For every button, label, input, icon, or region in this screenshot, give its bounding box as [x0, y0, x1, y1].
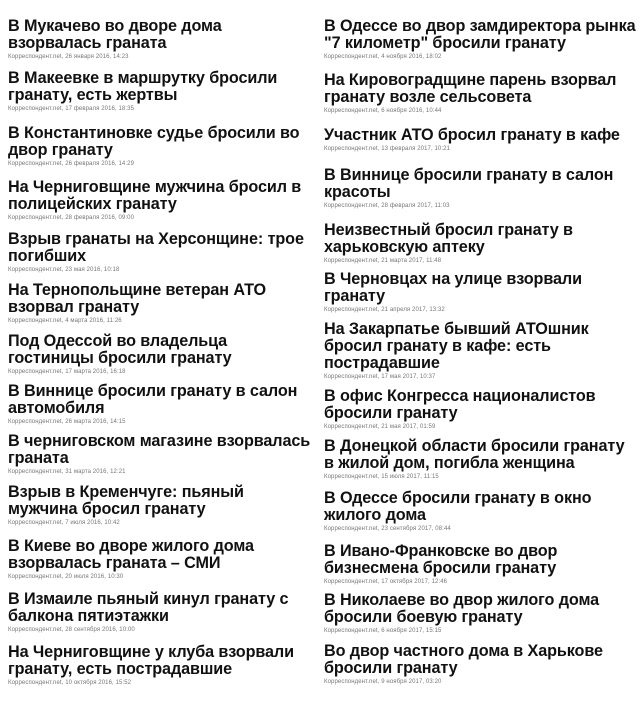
news-item[interactable] [324, 592, 636, 635]
news-item[interactable] [8, 179, 316, 222]
news-headline[interactable]: В Виннице бросили гранату в салон автомобиля [8, 382, 298, 417]
news-meta: Корреспондент.net, 6 ноября 2017, 15:15 [324, 628, 442, 634]
news-headline[interactable]: В Макеевке в маршрутку бросили гранату, есть жертвы [8, 69, 278, 104]
news-meta: Корреспондент.net, 9 ноября 2017, 03:20 [324, 679, 442, 685]
news-meta: Корреспондент.net, 20 июля 2016, 10:30 [8, 574, 124, 580]
news-item[interactable] [8, 383, 316, 426]
news-item[interactable] [324, 643, 636, 686]
news-meta: Корреспондент.net, 26 января 2016, 14:23 [8, 54, 129, 60]
news-item[interactable] [8, 591, 316, 634]
news-item[interactable] [8, 644, 316, 687]
news-item[interactable] [8, 433, 316, 476]
news-meta: Корреспондент.net, 17 октября 2017, 12:46 [324, 579, 448, 585]
news-headline[interactable]: На Тернопольщине ветеран АТО взорвал гранату [8, 281, 266, 316]
news-item[interactable] [324, 127, 636, 153]
news-meta: Корреспондент.net, 17 марта 2016, 16:18 [8, 369, 126, 375]
news-meta: Корреспондент.net, 21 марта 2017, 11:48 [324, 258, 442, 264]
news-meta: Корреспондент.net, 4 ноября 2016, 18:02 [324, 54, 442, 60]
news-headline[interactable]: Неизвестный бросил гранату в харьковскую аптеку [324, 221, 573, 256]
news-item[interactable] [324, 167, 636, 210]
news-headline[interactable]: В Донецкой области бросили гранату в жилой дом, погибла женщина [324, 437, 625, 472]
news-headline[interactable]: В Измаиле пьяный кинул гранату с балкона пятиэтажки [8, 590, 289, 625]
news-headline[interactable]: В Черновцах на улице взорвали гранату [324, 270, 582, 305]
news-headline[interactable]: В Константиновке судье бросили во двор гранату [8, 124, 300, 159]
news-headline[interactable]: Взрыв в Кременчуге: пьяный мужчина бросил гранату [8, 483, 244, 518]
news-item[interactable] [324, 222, 636, 265]
news-headline[interactable]: На Черниговщине мужчина бросил в полицейских гранату [8, 178, 302, 213]
news-meta: Корреспондент.net, 28 февраля 2016, 09:00 [8, 215, 135, 221]
news-meta: Корреспондент.net, 17 февраля 2016, 18:35 [8, 106, 135, 112]
news-item[interactable] [324, 271, 636, 314]
news-meta: Корреспондент.net, 7 июля 2016, 10:42 [8, 520, 120, 526]
news-headline[interactable]: Взрыв гранаты на Херсонщине: трое погибших [8, 230, 304, 265]
news-headline[interactable]: В офис Конгресса националистов бросили гранату [324, 387, 596, 422]
news-headline[interactable]: Во двор частного дома в Харькове бросили гранату [324, 642, 603, 677]
news-headline[interactable]: На Черниговщине у клуба взорвали гранату, есть пострадавшие [8, 643, 294, 678]
news-item[interactable] [324, 321, 636, 381]
news-headline[interactable]: В черниговском магазине взорвалась граната [8, 432, 311, 467]
news-meta: Корреспондент.net, 21 мая 2017, 01:59 [324, 424, 436, 430]
news-meta: Корреспондент.net, 21 апреля 2017, 13:32 [324, 307, 445, 313]
news-meta: Корреспондент.net, 23 мая 2016, 10:18 [8, 267, 120, 273]
news-meta: Корреспондент.net, 15 июля 2017, 11:15 [324, 474, 439, 480]
news-item[interactable] [8, 333, 316, 376]
news-item[interactable] [8, 231, 316, 274]
news-headline[interactable]: В Одессе бросили гранату в окно жилого дома [324, 489, 592, 524]
news-item[interactable] [324, 388, 636, 431]
news-headline[interactable]: Под Одессой во владельца гостиницы бросили гранату [8, 332, 232, 367]
news-headline[interactable]: Участник АТО бросил гранату в кафе [324, 126, 620, 144]
news-item[interactable] [324, 490, 636, 533]
news-item[interactable] [8, 18, 316, 61]
news-headline[interactable]: В Ивано-Франковске во двор бизнесмена бросили гранату [324, 542, 558, 577]
news-item[interactable] [8, 484, 316, 527]
news-meta: Корреспондент.net, 31 марта 2016, 12:21 [8, 469, 126, 475]
news-meta: Корреспондент.net, 23 сентября 2017, 08:44 [324, 526, 451, 532]
news-item[interactable] [8, 125, 316, 168]
news-headline[interactable]: В Виннице бросили гранату в салон красоты [324, 166, 614, 201]
news-headline[interactable]: На Кировоградщине парень взорвал гранату возле сельсовета [324, 71, 617, 106]
news-item[interactable] [8, 70, 316, 113]
news-meta: Корреспондент.net, 6 ноября 2016, 10:44 [324, 108, 442, 114]
news-meta: Корреспондент.net, 26 февраля 2016, 14:29 [8, 161, 135, 167]
news-item[interactable] [324, 543, 636, 586]
news-item[interactable] [324, 18, 636, 61]
news-meta: Корреспондент.net, 17 мая 2017, 10:37 [324, 374, 436, 380]
news-item[interactable] [324, 72, 636, 115]
news-meta: Корреспондент.net, 26 марта 2016, 14:15 [8, 419, 126, 425]
news-item[interactable] [8, 538, 316, 581]
news-headline[interactable]: В Киеве во дворе жилого дома взорвалась граната – СМИ [8, 537, 254, 572]
news-meta: Корреспондент.net, 10 октября 2016, 15:52 [8, 680, 132, 686]
news-meta: Корреспондент.net, 28 сентября 2016, 10:00 [8, 627, 135, 633]
news-headline[interactable]: В Николаеве во двор жилого дома бросили боевую гранату [324, 591, 600, 626]
news-meta: Корреспондент.net, 13 февраля 2017, 10:21 [324, 146, 451, 152]
news-headline[interactable]: На Закарпатье бывший АТОшник бросил гранату в кафе: есть пострадавшие [324, 320, 589, 372]
news-headline[interactable]: В Мукачево во дворе дома взорвалась граната [8, 17, 222, 52]
news-item[interactable] [8, 282, 316, 325]
news-item[interactable] [324, 438, 636, 481]
news-meta: Корреспондент.net, 4 марта 2016, 11:26 [8, 318, 122, 324]
news-headline[interactable]: В Одессе во двор замдиректора рынка "7 километр" бросили гранату [324, 17, 636, 52]
news-meta: Корреспондент.net, 28 февраля 2017, 11:03 [324, 203, 450, 209]
